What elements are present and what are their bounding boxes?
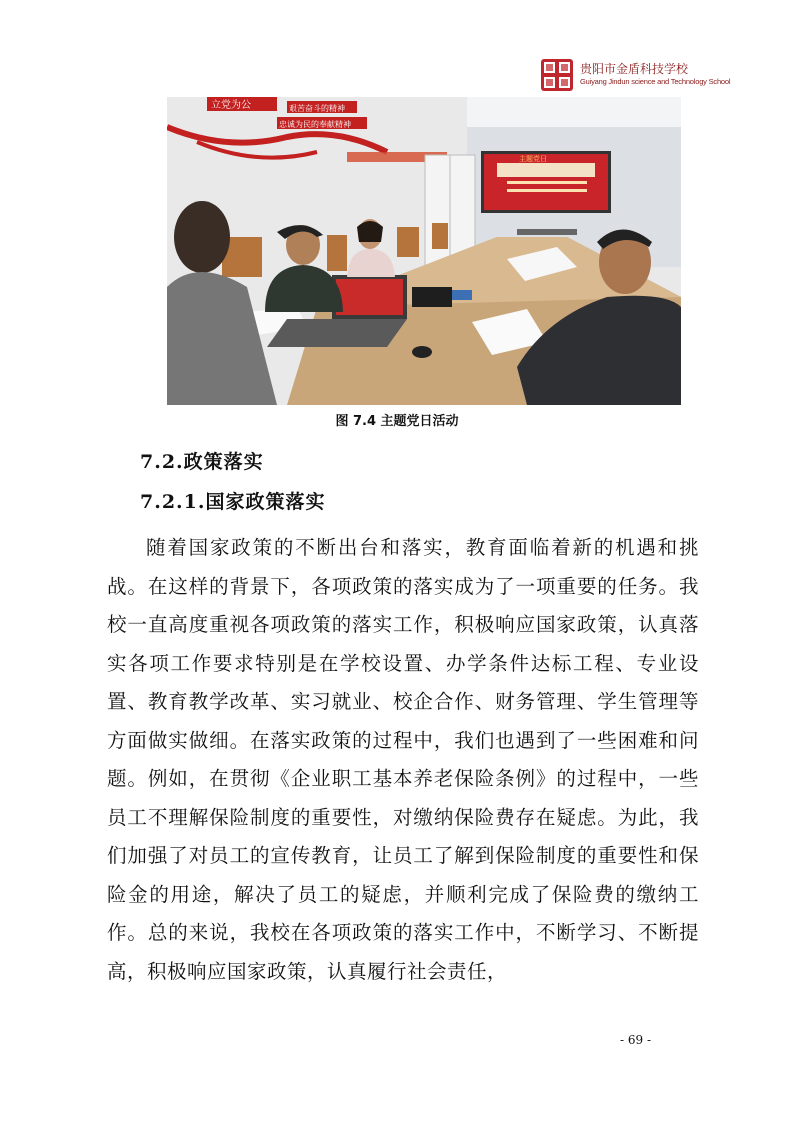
- wall-slogan-1: 立党为公: [211, 100, 251, 111]
- figure-caption: 图 7.4 主题党日活动: [335, 414, 459, 429]
- wall-slogan-2: 忠诚为民的奉献精神: [279, 120, 351, 129]
- screen-title: 主题党日: [519, 155, 547, 163]
- school-seal-icon: [540, 58, 574, 92]
- page-number: - 69 -: [620, 1033, 652, 1047]
- school-name-cn: 贵阳市金盾科技学校: [580, 62, 689, 76]
- wall-slogan-3: 艰苦奋斗的精神: [289, 104, 345, 113]
- school-name-en: Guiyang Jindun science and Technology School: [580, 77, 731, 86]
- subsection-heading: 7.2.1.国家政策落实: [140, 491, 326, 513]
- body-paragraph: 随着国家政策的不断出台和落实，教育面临着新的机遇和挑战。在这样的背景下，各项政策的落实成为了一项重要的任务。我校一直高度重视各项政策的落实工作，积极响应国家政策，认真落实各项工作要求特别是在学校设置、办学条件达标工程、专业设置、教育教学改革、实习就业、校企合作、财务管理、学生管理等方面做实做细。在落实政策的过程中，我们也遇到了一些困难和问题。例如，在贯彻《企业职工基本养老保险条例》的过程中，一些员工不理解保险制度的重要性，对缴纳保险费存在疑虑。为此，我们加强了对员工的宣传教育，让员工了解到保险制度的重要性和保险金的用途，解决了员工的疑虑，并顺利完成了保险费的缴纳工作。总的来说，我校在各项政策的落实工作中，不断学习、不断提高，积极响应国家政策，认真履行社会责任，: [107, 536, 699, 983]
- party-day-photo: [167, 97, 681, 405]
- section-heading: 7.2.政策落实: [140, 451, 264, 473]
- page-header: [540, 58, 731, 92]
